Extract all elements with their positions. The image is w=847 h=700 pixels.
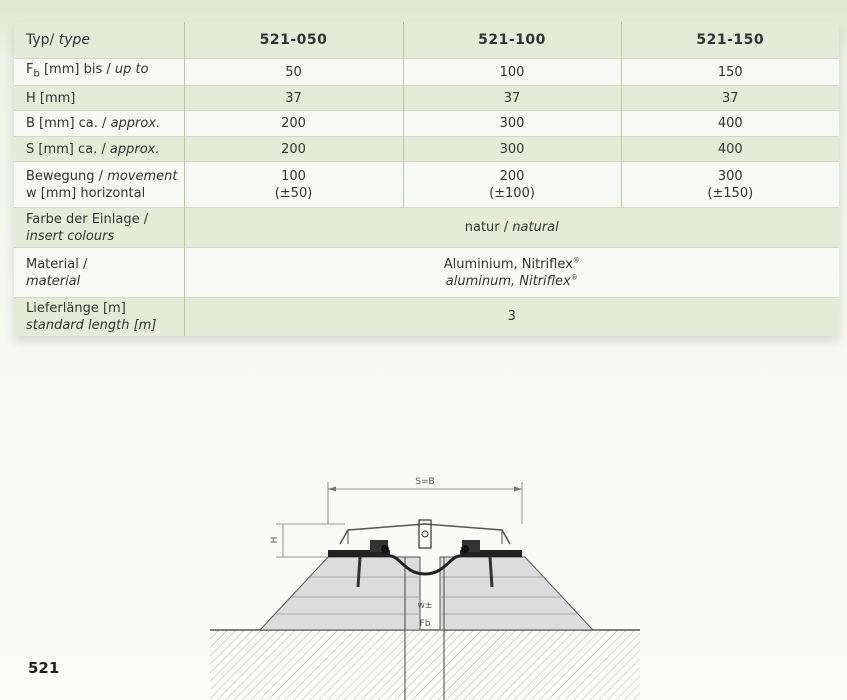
- cell: 37: [184, 86, 403, 111]
- table-row: [14, 298, 839, 336]
- span-cell: natur / natural: [184, 208, 839, 248]
- row-label: $F_b$ [mm] bis / up to: [14, 59, 184, 86]
- page-number: 521: [28, 659, 60, 677]
- cell: 300: [403, 111, 621, 137]
- row-label: Material / material: [14, 248, 184, 298]
- expansion-joint-cross-section: [200, 462, 650, 700]
- table-row: [14, 162, 839, 208]
- span-cell: Aluminium, Nitriflex® aluminum, Nitriflex®: [184, 248, 839, 298]
- table-row: [14, 59, 839, 86]
- table-row: [14, 111, 839, 137]
- cell: 400: [621, 111, 839, 137]
- anchor-right: [490, 557, 492, 587]
- cell: 300 (±150): [621, 162, 839, 208]
- cell: 100 (±50): [184, 162, 403, 208]
- cell: 100: [403, 59, 621, 86]
- table-row: [14, 86, 839, 111]
- span-cell: 3: [184, 298, 839, 336]
- col-header-521-100: 521-100: [403, 22, 621, 59]
- label-w: w±: [417, 601, 433, 611]
- col-header-521-150: 521-150: [621, 22, 839, 59]
- cell: 300: [403, 137, 621, 162]
- row-label: Farbe der Einlage / insert colours: [14, 208, 184, 248]
- cell: 50: [184, 59, 403, 86]
- table-row: [14, 208, 839, 248]
- cell: 200: [184, 137, 403, 162]
- col-header-521-050: 521-050: [184, 22, 403, 59]
- spec-table: [14, 22, 839, 336]
- table-header-row: [14, 22, 839, 59]
- table-row: [14, 137, 839, 162]
- cover-plate: [340, 524, 510, 544]
- cell: 37: [621, 86, 839, 111]
- row-label: B [mm] ca. / approx.: [14, 111, 184, 137]
- table-row: [14, 248, 839, 298]
- cell: 150: [621, 59, 839, 86]
- cell: 400: [621, 137, 839, 162]
- label-fb: Fb: [419, 619, 431, 629]
- anchor-left: [358, 557, 360, 587]
- label-h: H: [270, 536, 280, 544]
- row-label: Lieferlänge [m] standard length [m]: [14, 298, 184, 336]
- label-s-equals-b: S=B: [415, 477, 435, 487]
- header-label: Typ/ type: [14, 22, 184, 59]
- row-label: H [mm]: [14, 86, 184, 111]
- cell: 200: [184, 111, 403, 137]
- cell: 200 (±100): [403, 162, 621, 208]
- ground-hatching: [210, 630, 640, 700]
- cell: 37: [403, 86, 621, 111]
- row-label: S [mm] ca. / approx.: [14, 137, 184, 162]
- row-label: Bewegung / movement w [mm] horizontal: [14, 162, 184, 208]
